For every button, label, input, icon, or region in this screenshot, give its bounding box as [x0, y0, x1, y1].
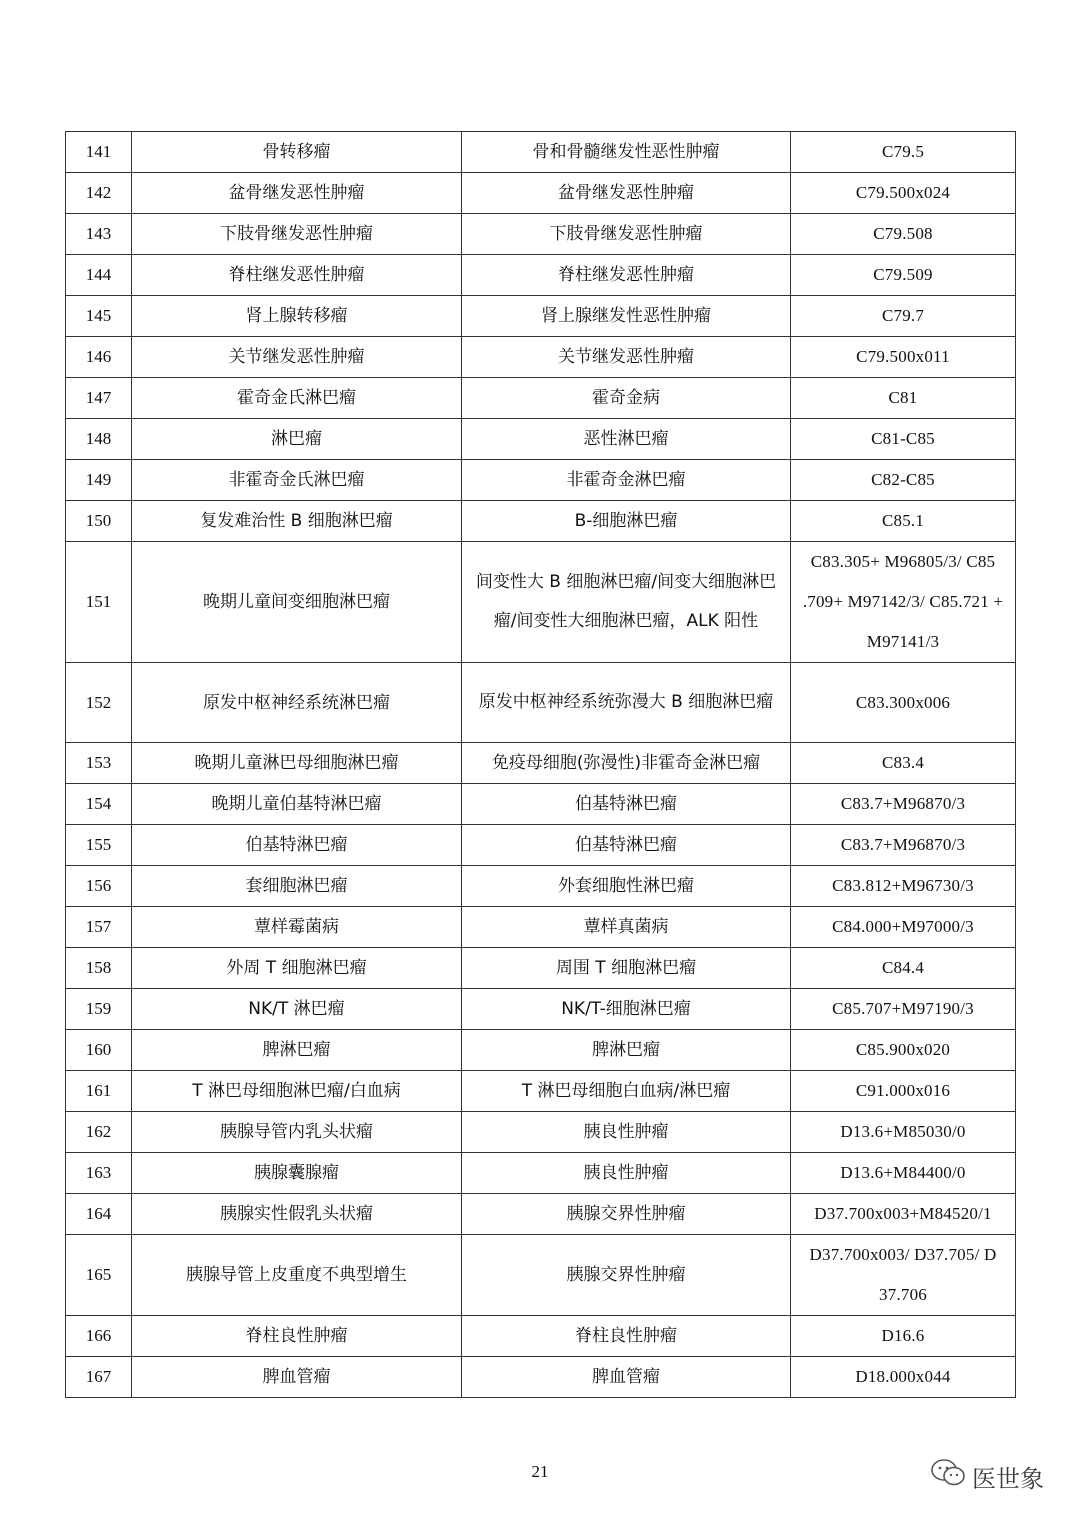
row-number: 164: [66, 1194, 132, 1235]
icd-code: C91.000x016: [791, 1071, 1016, 1112]
row-number: 143: [66, 214, 132, 255]
row-number: 163: [66, 1153, 132, 1194]
table-row: [66, 214, 1016, 255]
icd-code: C83.812+M96730/3: [791, 866, 1016, 907]
icd-name: 原发中枢神经系统弥漫大 B 细胞淋巴瘤: [462, 663, 791, 743]
icd-name: T 淋巴母细胞白血病/淋巴瘤: [462, 1071, 791, 1112]
table-row: [66, 132, 1016, 173]
table-row: [66, 255, 1016, 296]
icd-name: 脾血管瘤: [462, 1357, 791, 1398]
disease-name: 盆骨继发恶性肿瘤: [132, 173, 462, 214]
icd-name: 脊柱良性肿瘤: [462, 1316, 791, 1357]
row-number: 151: [66, 542, 132, 663]
icd-name: 蕈样真菌病: [462, 907, 791, 948]
disease-name: 脊柱继发恶性肿瘤: [132, 255, 462, 296]
table-row: [66, 1153, 1016, 1194]
row-number: 150: [66, 501, 132, 542]
disease-name: 复发难治性 B 细胞淋巴瘤: [132, 501, 462, 542]
disease-name: 肾上腺转移瘤: [132, 296, 462, 337]
table-row: [66, 784, 1016, 825]
icd-code: C79.500x024: [791, 173, 1016, 214]
disease-name: 胰腺囊腺瘤: [132, 1153, 462, 1194]
icd-name: 伯基特淋巴瘤: [462, 825, 791, 866]
table-body: [66, 132, 1016, 1398]
row-number: 160: [66, 1030, 132, 1071]
row-number: 149: [66, 460, 132, 501]
icd-name: 非霍奇金淋巴瘤: [462, 460, 791, 501]
icd-name: 关节继发恶性肿瘤: [462, 337, 791, 378]
row-number: 156: [66, 866, 132, 907]
icd-code: D13.6+M85030/0: [791, 1112, 1016, 1153]
disease-name: 淋巴瘤: [132, 419, 462, 460]
icd-name: 胰腺交界性肿瘤: [462, 1194, 791, 1235]
table-row: [66, 296, 1016, 337]
icd-name: 下肢骨继发恶性肿瘤: [462, 214, 791, 255]
icd-code: D37.700x003+M84520/1: [791, 1194, 1016, 1235]
disease-name: 晚期儿童间变细胞淋巴瘤: [132, 542, 462, 663]
table-row: [66, 460, 1016, 501]
table-row: [66, 743, 1016, 784]
row-number: 145: [66, 296, 132, 337]
disease-name: 原发中枢神经系统淋巴瘤: [132, 663, 462, 743]
row-number: 148: [66, 419, 132, 460]
disease-name: 晚期儿童伯基特淋巴瘤: [132, 784, 462, 825]
icd-name: NK/T-细胞淋巴瘤: [462, 989, 791, 1030]
row-number: 155: [66, 825, 132, 866]
row-number: 141: [66, 132, 132, 173]
row-number: 166: [66, 1316, 132, 1357]
table-row: [66, 825, 1016, 866]
table-row: [66, 337, 1016, 378]
row-number: 159: [66, 989, 132, 1030]
icd-code: C79.7: [791, 296, 1016, 337]
row-number: 157: [66, 907, 132, 948]
disease-code-table: [65, 131, 1016, 1398]
table-row: [66, 989, 1016, 1030]
icd-code: C79.508: [791, 214, 1016, 255]
icd-name: 霍奇金病: [462, 378, 791, 419]
icd-code: C81: [791, 378, 1016, 419]
disease-name: 霍奇金氏淋巴瘤: [132, 378, 462, 419]
disease-name: 下肢骨继发恶性肿瘤: [132, 214, 462, 255]
row-number: 147: [66, 378, 132, 419]
disease-table-container: [65, 131, 1015, 1398]
row-number: 165: [66, 1235, 132, 1316]
table-row: [66, 378, 1016, 419]
table-row: [66, 1235, 1016, 1316]
icd-code: D16.6: [791, 1316, 1016, 1357]
table-row: [66, 173, 1016, 214]
icd-name: 周围 T 细胞淋巴瘤: [462, 948, 791, 989]
row-number: 153: [66, 743, 132, 784]
row-number: 162: [66, 1112, 132, 1153]
icd-code: C83.305+ M96805/3/ C85 .709+ M97142/3/ C85.721 + M97141/3: [791, 542, 1016, 663]
disease-name: T 淋巴母细胞淋巴瘤/白血病: [132, 1071, 462, 1112]
row-number: 144: [66, 255, 132, 296]
disease-name: 胰腺导管上皮重度不典型增生: [132, 1235, 462, 1316]
disease-name: 晚期儿童淋巴母细胞淋巴瘤: [132, 743, 462, 784]
icd-code: C83.7+M96870/3: [791, 784, 1016, 825]
row-number: 146: [66, 337, 132, 378]
icd-code: C83.300x006: [791, 663, 1016, 743]
table-row: [66, 1071, 1016, 1112]
icd-name: 胰良性肿瘤: [462, 1112, 791, 1153]
disease-name: 非霍奇金氏淋巴瘤: [132, 460, 462, 501]
icd-name: 胰腺交界性肿瘤: [462, 1235, 791, 1316]
icd-code: C79.509: [791, 255, 1016, 296]
icd-code: C79.5: [791, 132, 1016, 173]
icd-code: D13.6+M84400/0: [791, 1153, 1016, 1194]
table-row: [66, 1030, 1016, 1071]
icd-name: 伯基特淋巴瘤: [462, 784, 791, 825]
disease-name: 脾血管瘤: [132, 1357, 462, 1398]
icd-name: 盆骨继发恶性肿瘤: [462, 173, 791, 214]
icd-name: 间变性大 B 细胞淋巴瘤/间变大细胞淋巴瘤/间变性大细胞淋巴瘤，ALK 阳性: [462, 542, 791, 663]
icd-code: C82-C85: [791, 460, 1016, 501]
row-number: 152: [66, 663, 132, 743]
icd-name: 外套细胞性淋巴瘤: [462, 866, 791, 907]
table-row: [66, 542, 1016, 663]
table-row: [66, 907, 1016, 948]
icd-name: 肾上腺继发性恶性肿瘤: [462, 296, 791, 337]
disease-name: NK/T 淋巴瘤: [132, 989, 462, 1030]
disease-name: 伯基特淋巴瘤: [132, 825, 462, 866]
icd-code: C84.000+M97000/3: [791, 907, 1016, 948]
disease-name: 脊柱良性肿瘤: [132, 1316, 462, 1357]
icd-name: 骨和骨髓继发性恶性肿瘤: [462, 132, 791, 173]
icd-code: C85.707+M97190/3: [791, 989, 1016, 1030]
disease-name: 脾淋巴瘤: [132, 1030, 462, 1071]
disease-name: 关节继发恶性肿瘤: [132, 337, 462, 378]
disease-name: 胰腺实性假乳头状瘤: [132, 1194, 462, 1235]
icd-code: C85.1: [791, 501, 1016, 542]
icd-code: D37.700x003/ D37.705/ D 37.706: [791, 1235, 1016, 1316]
disease-name: 外周 T 细胞淋巴瘤: [132, 948, 462, 989]
icd-code: C79.500x011: [791, 337, 1016, 378]
row-number: 158: [66, 948, 132, 989]
table-row: [66, 419, 1016, 460]
table-row: [66, 501, 1016, 542]
icd-code: C83.7+M96870/3: [791, 825, 1016, 866]
table-row: [66, 1194, 1016, 1235]
table-row: [66, 866, 1016, 907]
row-number: 161: [66, 1071, 132, 1112]
disease-name: 胰腺导管内乳头状瘤: [132, 1112, 462, 1153]
icd-name: 脾淋巴瘤: [462, 1030, 791, 1071]
icd-name: B-细胞淋巴瘤: [462, 501, 791, 542]
disease-name: 蕈样霉菌病: [132, 907, 462, 948]
icd-name: 免疫母细胞(弥漫性)非霍奇金淋巴瘤: [462, 743, 791, 784]
icd-name: 胰良性肿瘤: [462, 1153, 791, 1194]
disease-name: 骨转移瘤: [132, 132, 462, 173]
table-row: [66, 1316, 1016, 1357]
icd-code: C83.4: [791, 743, 1016, 784]
row-number: 167: [66, 1357, 132, 1398]
icd-code: C81-C85: [791, 419, 1016, 460]
row-number: 142: [66, 173, 132, 214]
icd-code: C84.4: [791, 948, 1016, 989]
icd-name: 脊柱继发恶性肿瘤: [462, 255, 791, 296]
table-row: [66, 1112, 1016, 1153]
page-number: 21: [531, 1462, 549, 1481]
table-row: [66, 948, 1016, 989]
icd-name: 恶性淋巴瘤: [462, 419, 791, 460]
row-number: 154: [66, 784, 132, 825]
wechat-icon: [930, 1458, 966, 1494]
watermark-text: 医世象: [972, 1464, 1044, 1493]
disease-name: 套细胞淋巴瘤: [132, 866, 462, 907]
table-row: [66, 663, 1016, 743]
icd-code: D18.000x044: [791, 1357, 1016, 1398]
wechat-watermark: [930, 1458, 1044, 1494]
table-row: [66, 1357, 1016, 1398]
icd-code: C85.900x020: [791, 1030, 1016, 1071]
